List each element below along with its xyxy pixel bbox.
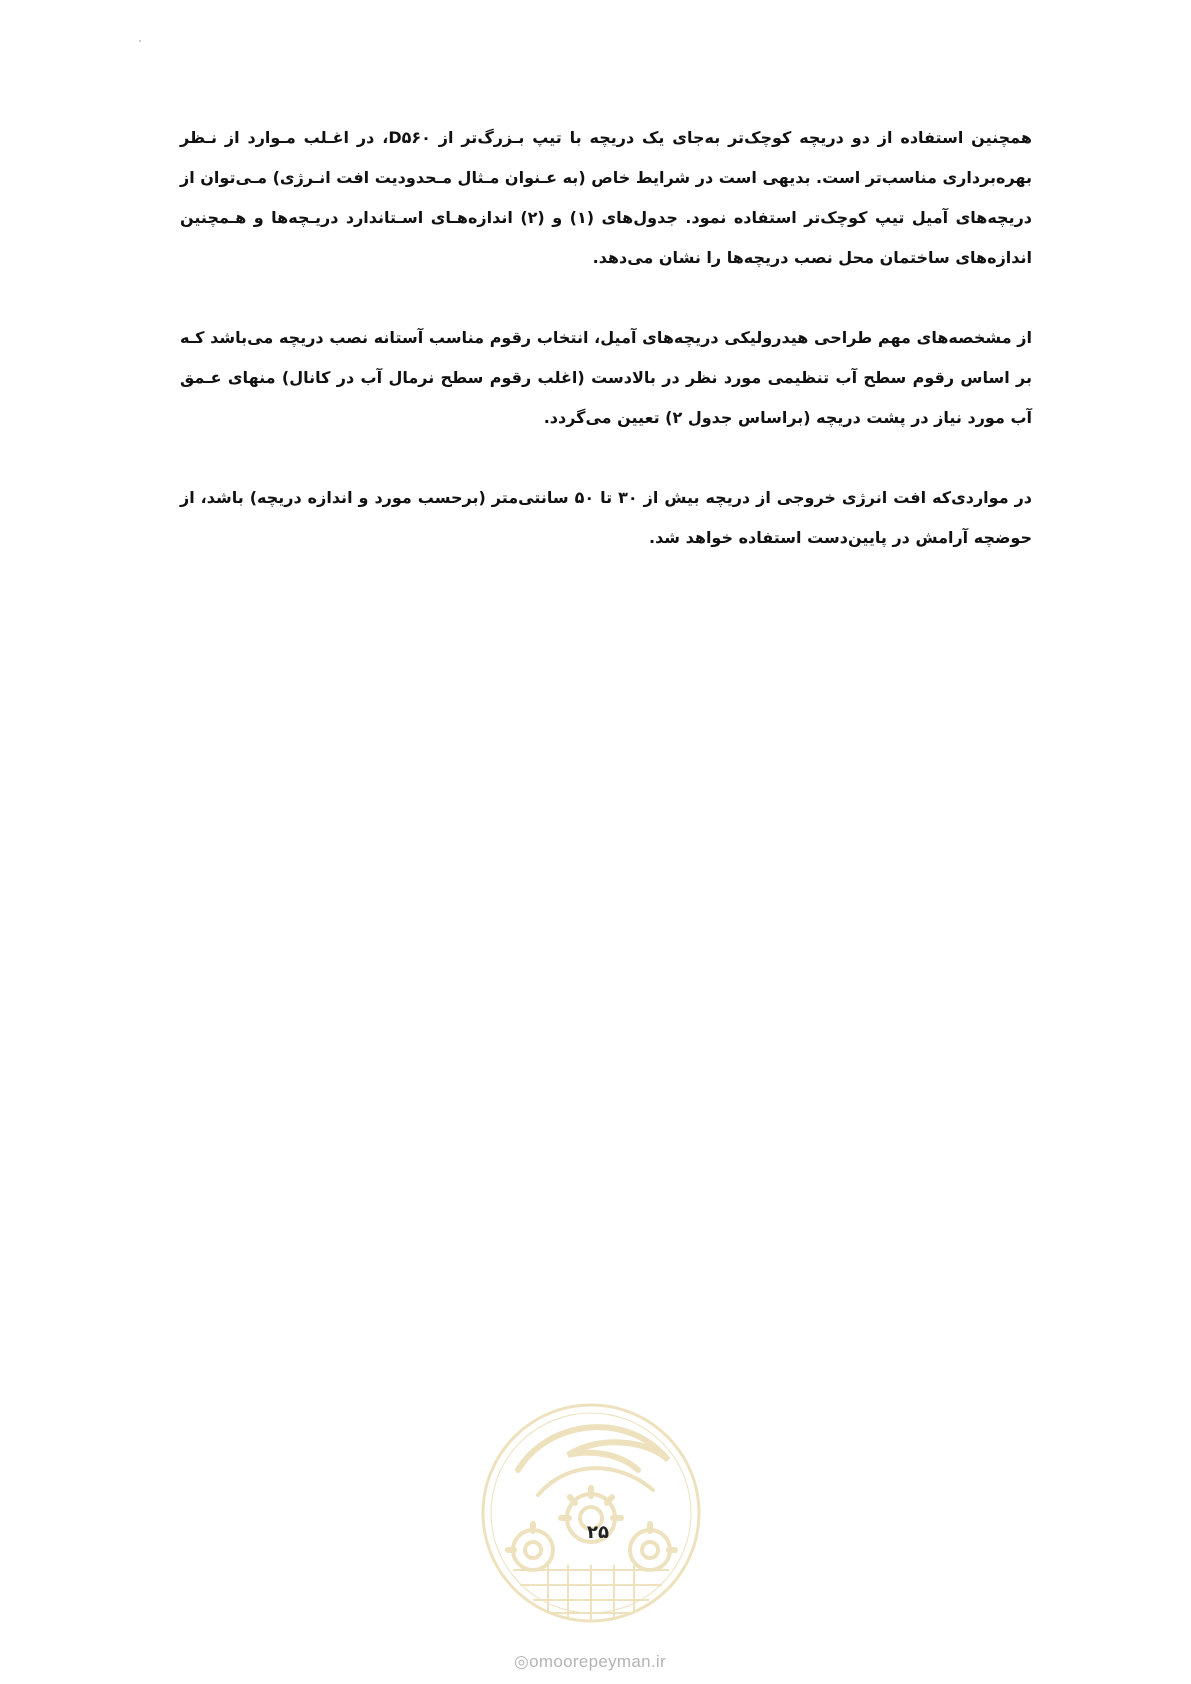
watermark-logo bbox=[478, 1400, 704, 1626]
page-number: ۲۵ bbox=[587, 1522, 609, 1543]
watermark-site-label bbox=[470, 1652, 710, 1672]
scan-speck bbox=[139, 40, 141, 42]
paragraph-2: از مشخصه‌های مهم طراحی هیدرولیکی دریچه‌های آمیل، انتخاب رقوم مناسب آستانه نصب دریچه می‌باشد کـه بر اساس رقوم سطح آب تنظیمی مورد نظر در بالادست (اغلب رقوم سطح نرمال آب در کانال) منهای عـمق آب مورد نیاز در پشت دریچه (براساس جدول ۲) تعیین می‌گردد. bbox=[180, 328, 1032, 427]
paragraph-1: همچنین استفاده از دو دریچه کوچک‌تر به‌جای یک دریچه با تیپ بـزرگ‌تر از D۵۶۰، در اغـلب مـوارد از نـظر بهره‌برداری مناسب‌تر است. بدیهی است در شرایط خاص (به عـنوان مـثال مـحدودیت افت انـرژی) مـی‌توان از دریچه‌های آمیل تیپ کوچک‌تر استفاده نمود. جدول‌های (۱) و (۲) اندازه‌هـای اسـتاندارد دریـچه‌ها و هـمچنین اندازه‌های ساختمان محل نصب دریچه‌ها را نشان می‌دهد. bbox=[180, 128, 1032, 267]
document-body bbox=[180, 118, 1032, 558]
globe-icon: ◎ bbox=[514, 1652, 530, 1671]
paragraph-3: در مواردی‌که افت انرژی خروجی از دریچه بیش از ۳۰ تا ۵۰ سانتی‌متر (برحسب مورد و اندازه دریچه) باشد، از حوضچه آرامش در پایین‌دست استفاده خواهد شد. bbox=[180, 488, 1033, 547]
watermark-site-text: omoorepeyman.ir bbox=[529, 1652, 666, 1671]
